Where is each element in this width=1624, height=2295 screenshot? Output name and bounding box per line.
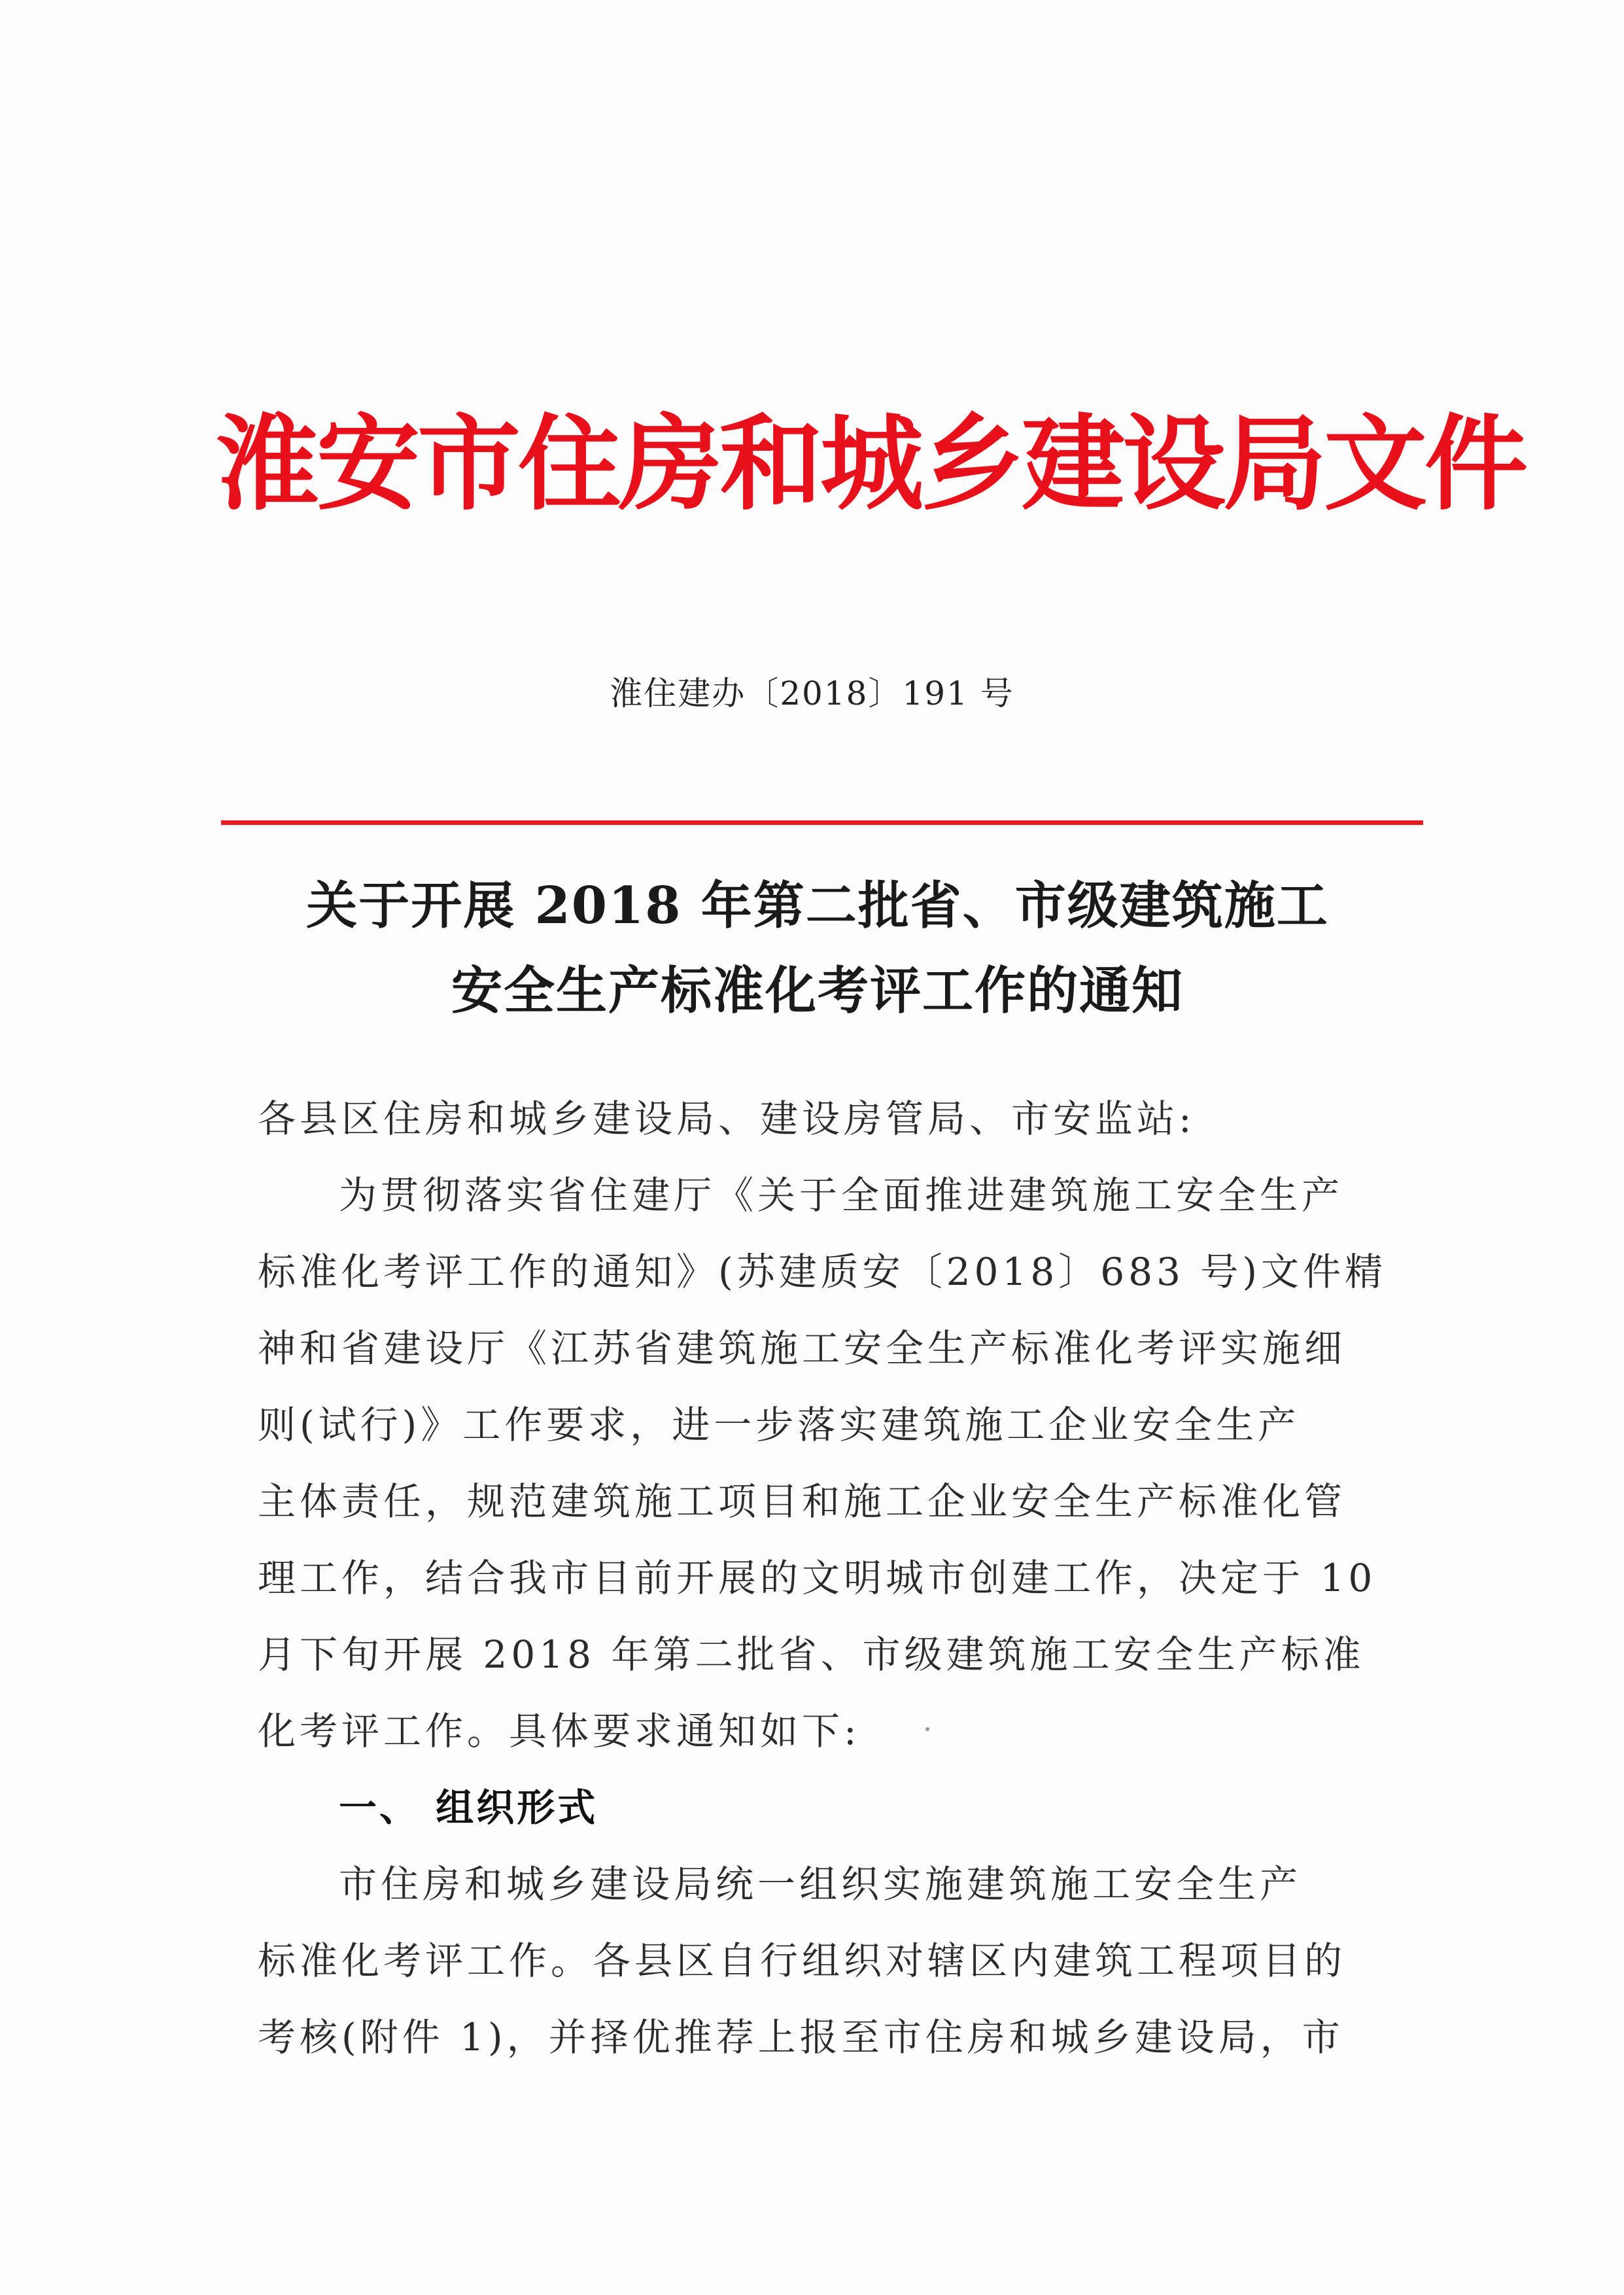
paragraph1-line: 主体责任，规范建筑施工项目和施工企业安全生产标准化管 [258,1479,1347,1524]
paragraph2-line: 考核(附件 1)，并择优推荐上报至市住房和城乡建设局，市 [258,2015,1344,2059]
paragraph1-line: 化考评工作。具体要求通知如下: [258,1709,861,1753]
document-title [216,864,1419,1034]
document-body [258,1081,1396,2076]
scan-speck [925,1727,929,1731]
paragraph2-line: 标准化考评工作。各县区自行组织对辖区内建筑工程项目的 [258,1938,1347,1983]
section-heading: 一、 组织形式 [339,1785,598,1830]
paragraph1-line: 理工作，结合我市目前开展的文明城市创建工作，决定于 10 [258,1556,1377,1600]
paragraph1-line: 为贯彻落实省住建厅《关于全面推进建筑施工安全生产 [339,1173,1344,1218]
title-line-1: 关于开展 2018 年第二批省、市级建筑施工 [306,876,1329,936]
paragraph1-line: 标准化考评工作的通知》(苏建质安〔2018〕683 号)文件精 [258,1250,1387,1294]
document-number: 淮住建办〔2018〕191 号 [610,674,1014,712]
red-divider-line [221,820,1423,825]
paragraph1-line: 神和省建设厅《江苏省建筑施工安全生产标准化考评实施细 [258,1326,1347,1371]
paragraph1-line: 则(试行)》工作要求，进一步落实建筑施工企业安全生产 [258,1403,1300,1447]
paragraph2-line: 市住房和城乡建设局统一组织实施建筑施工安全生产 [339,1862,1302,1906]
letterhead-title: 淮安市住房和城乡建设局文件 [216,404,1525,525]
addressee: 各县区住房和城乡建设局、建设房管局、市安监站: [258,1096,1196,1141]
title-line-2: 安全生产标准化考评工作的通知 [451,961,1184,1021]
paragraph1-line: 月下旬开展 2018 年第二批省、市级建筑施工安全生产标准 [258,1632,1365,1677]
